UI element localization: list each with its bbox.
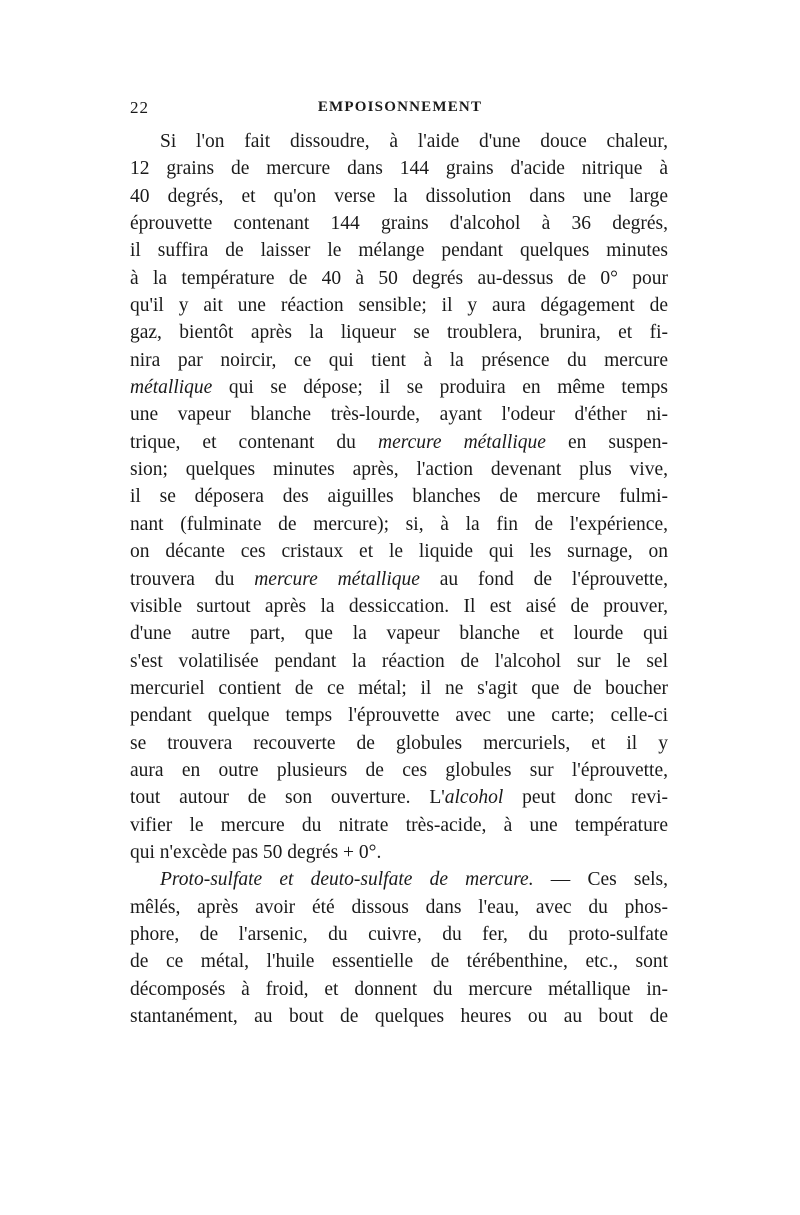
text-segment: on décante ces cristaux et le liquide qui les surnage, on (130, 541, 668, 563)
text-line (130, 347, 668, 374)
italic-segment: Proto-sulfate et deuto-sulfate de mercure. (160, 869, 534, 891)
italic-segment: mercure métallique (254, 568, 420, 590)
text-line (130, 675, 668, 702)
text-line (130, 183, 668, 210)
text-line (130, 593, 668, 620)
text-segment: peut donc revi- (503, 787, 668, 809)
text-segment: trique, et contenant du (130, 431, 378, 453)
text-line (130, 976, 668, 1003)
text-segment: 40 degrés, et qu'on verse la dissolution dans une large (130, 185, 668, 207)
text-segment: mêlés, après avoir été dissous dans l'eau, avec du phos- (130, 896, 668, 918)
text-line (130, 702, 668, 729)
text-segment: qui se dépose; il se produira en même temps (212, 377, 668, 399)
text-line (130, 483, 668, 510)
text-line (130, 237, 668, 264)
text-line (130, 210, 668, 237)
text-line (130, 784, 668, 811)
text-segment: il suffira de laisser le mélange pendant quelques minutes (130, 240, 668, 262)
text-segment: qui n'excède pas 50 degrés + 0°. (130, 841, 382, 863)
text-segment: à la température de 40 à 50 degrés au-dessus de 0° pour (130, 267, 668, 289)
text-segment: une vapeur blanche très-lourde, ayant l'odeur d'éther ni- (130, 404, 668, 426)
text-line (130, 866, 668, 893)
text-segment: — Ces sels, (533, 869, 668, 891)
text-line (130, 456, 668, 483)
text-line (130, 566, 668, 593)
text-segment: visible surtout après la dessiccation. Il est aisé de prouver, (130, 595, 668, 617)
text-segment: trouvera du (130, 568, 255, 590)
text-line (130, 128, 668, 155)
text-line (130, 812, 668, 839)
text-segment: stantanément, au bout de quelques heures ou au bout de (130, 1006, 668, 1027)
italic-segment: alcohol (444, 787, 504, 809)
text-segment: aura en outre plusieurs de ces globules sur l'éprouvette, (130, 759, 668, 781)
text-line (130, 921, 668, 948)
text-line (130, 894, 668, 921)
text-segment: tout autour de son ouverture. L' (130, 787, 445, 809)
text-segment: 12 grains de mercure dans 144 grains d'acide nitrique à (130, 158, 668, 180)
text-segment: d'une autre part, que la vapeur blanche et lourde qui (130, 623, 668, 645)
text-line (130, 265, 668, 292)
text-line (130, 292, 668, 319)
text-segment: en suspen- (545, 431, 668, 453)
text-segment: phore, de l'arsenic, du cuivre, du fer, du proto-sulfate (130, 923, 668, 945)
text-line (130, 620, 668, 647)
text-segment: mercuriel contient de ce métal; il ne s'agit que de boucher (130, 677, 668, 699)
text-segment: sion; quelques minutes après, l'action devenant plus vive, (130, 459, 668, 481)
text-line (130, 730, 668, 757)
text-segment: nant (fulminate de mercure); si, à la fin de l'expérience, (130, 513, 668, 535)
text-line (130, 648, 668, 675)
italic-segment: mercure métallique (377, 431, 546, 453)
text-segment: nira par noircir, ce qui tient à la présence du mercure (130, 349, 668, 371)
text-line (130, 948, 668, 975)
text-segment: décomposés à froid, et donnent du mercure métallique in- (130, 978, 668, 1000)
text-segment: éprouvette contenant 144 grains d'alcohol à 36 degrés, (130, 213, 668, 235)
text-segment: vifier le mercure du nitrate très-acide, à une température (130, 814, 668, 836)
text-line (130, 429, 668, 456)
body-text (130, 128, 668, 1030)
text-segment: de ce métal, l'huile essentielle de térébenthine, etc., sont (130, 951, 668, 973)
text-segment: Si l'on fait dissoudre, à l'aide d'une douce chaleur, (160, 131, 668, 152)
page-header (130, 98, 670, 120)
italic-segment: métallique (130, 377, 213, 399)
text-line (130, 319, 668, 346)
text-line (130, 538, 668, 565)
text-line (130, 511, 668, 538)
text-line (130, 757, 668, 784)
text-line (130, 155, 668, 182)
text-segment: pendant quelque temps l'éprouvette avec une carte; celle-ci (130, 705, 668, 727)
text-segment: gaz, bientôt après la liqueur se troublera, brunira, et fi- (130, 322, 668, 344)
text-line (130, 1003, 668, 1030)
text-segment: s'est volatilisée pendant la réaction de l'alcohol sur le sel (130, 650, 668, 672)
text-segment: qu'il y ait une réaction sensible; il y aura dégagement de (130, 295, 668, 317)
text-segment: se trouvera recouverte de globules mercuriels, et il y (130, 732, 668, 754)
text-segment: au fond de l'éprouvette, (419, 568, 669, 590)
text-segment: il se déposera des aiguilles blanches de mercure fulmi- (130, 486, 668, 508)
page-number: 22 (130, 98, 149, 117)
running-head: EMPOISONNEMENT (317, 99, 483, 115)
text-line (130, 374, 668, 401)
text-line (130, 839, 668, 866)
text-line (130, 401, 668, 428)
